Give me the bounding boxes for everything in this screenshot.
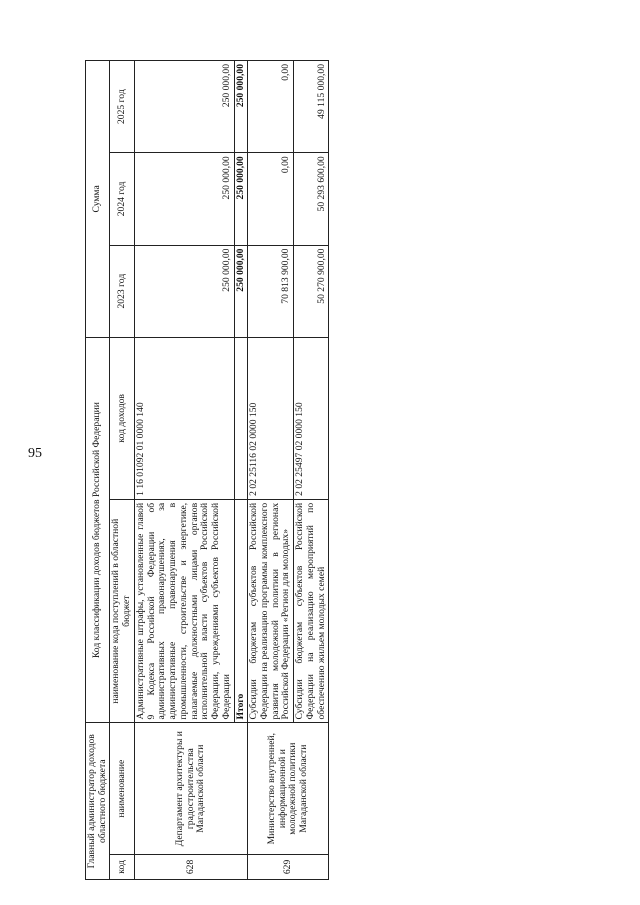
header-year-2025: 2025 год: [110, 61, 134, 153]
income-code-629-b: 2 02 25497 02 0000 150: [294, 337, 329, 499]
admin-code-629: 629: [248, 854, 329, 879]
header-name: наименование: [110, 723, 134, 854]
header-sum-group: Сумма: [86, 61, 110, 338]
total-2024-628: 250 000,00: [234, 153, 248, 245]
sum-2025-629-a: 0,00: [248, 61, 294, 153]
header-income-code: код доходов: [110, 337, 134, 499]
sum-2023-629-a: 70 813 900,00: [248, 245, 294, 337]
page-number: 95: [28, 446, 42, 461]
sum-2025-628: 250 000,00: [134, 61, 234, 153]
sum-2023-629-b: 50 270 900,00: [294, 245, 329, 337]
total-2023-628: 250 000,00: [234, 245, 248, 337]
income-desc-628: Административные штрафы, установленные главой 9 Кодекса Российской Федерации об административных правонарушениях, за административные правонарушения в промышленности, строительстве и энергетике, налагаемые должностными лицами органов исполнительной власти субъектов Российской Федерации, учреждениями субъектов Российской Федерации: [134, 499, 234, 723]
sum-2024-628: 250 000,00: [134, 153, 234, 245]
sum-2023-628: 250 000,00: [134, 245, 234, 337]
table-row: [248, 61, 294, 880]
income-desc-629-b: Субсидии бюджетам субъектов Российской Федерации на реализацию мероприятий по обеспечению жильем молодых семей: [294, 499, 329, 723]
income-code-628: 1 16 01092 01 0000 140: [134, 337, 234, 499]
header-kbk-group: Код классификации доходов бюджетов Российской Федерации: [86, 337, 110, 723]
sum-2024-629-a: 0,00: [248, 153, 294, 245]
sum-2025-629-b: 49 115 000,00: [294, 61, 329, 153]
header-income-name: наименование кода поступлений в областной бюджет: [110, 499, 134, 723]
sum-2024-629-b: 50 293 600,00: [294, 153, 329, 245]
total-empty-628: [234, 337, 248, 499]
header-year-2024: 2024 год: [110, 153, 134, 245]
revenue-table: [85, 60, 329, 880]
total-2025-628: 250 000,00: [234, 61, 248, 153]
total-label-628: Итого: [234, 499, 248, 723]
admin-code-628: 628: [134, 854, 247, 879]
income-code-629-a: 2 02 25116 02 0000 150: [248, 337, 294, 499]
header-year-2023: 2023 год: [110, 245, 134, 337]
admin-name-628: Департамент архитектуры и градостроительства Магаданской области: [134, 723, 247, 854]
admin-name-629: Министерство внутренней, информационной и молодежной политики Магаданской области: [248, 723, 329, 854]
income-desc-629-a: Субсидии бюджетам субъектов Российской Федерации на реализацию программы комплексного развития молодежной политики в регионах Российской Федерации «Регион для молодых»: [248, 499, 294, 723]
header-admin-group: Главный администратор доходов областного бюджета: [86, 723, 110, 880]
table-row: [134, 61, 234, 880]
rotated-table-frame: [85, 60, 625, 880]
header-code: код: [110, 854, 134, 879]
